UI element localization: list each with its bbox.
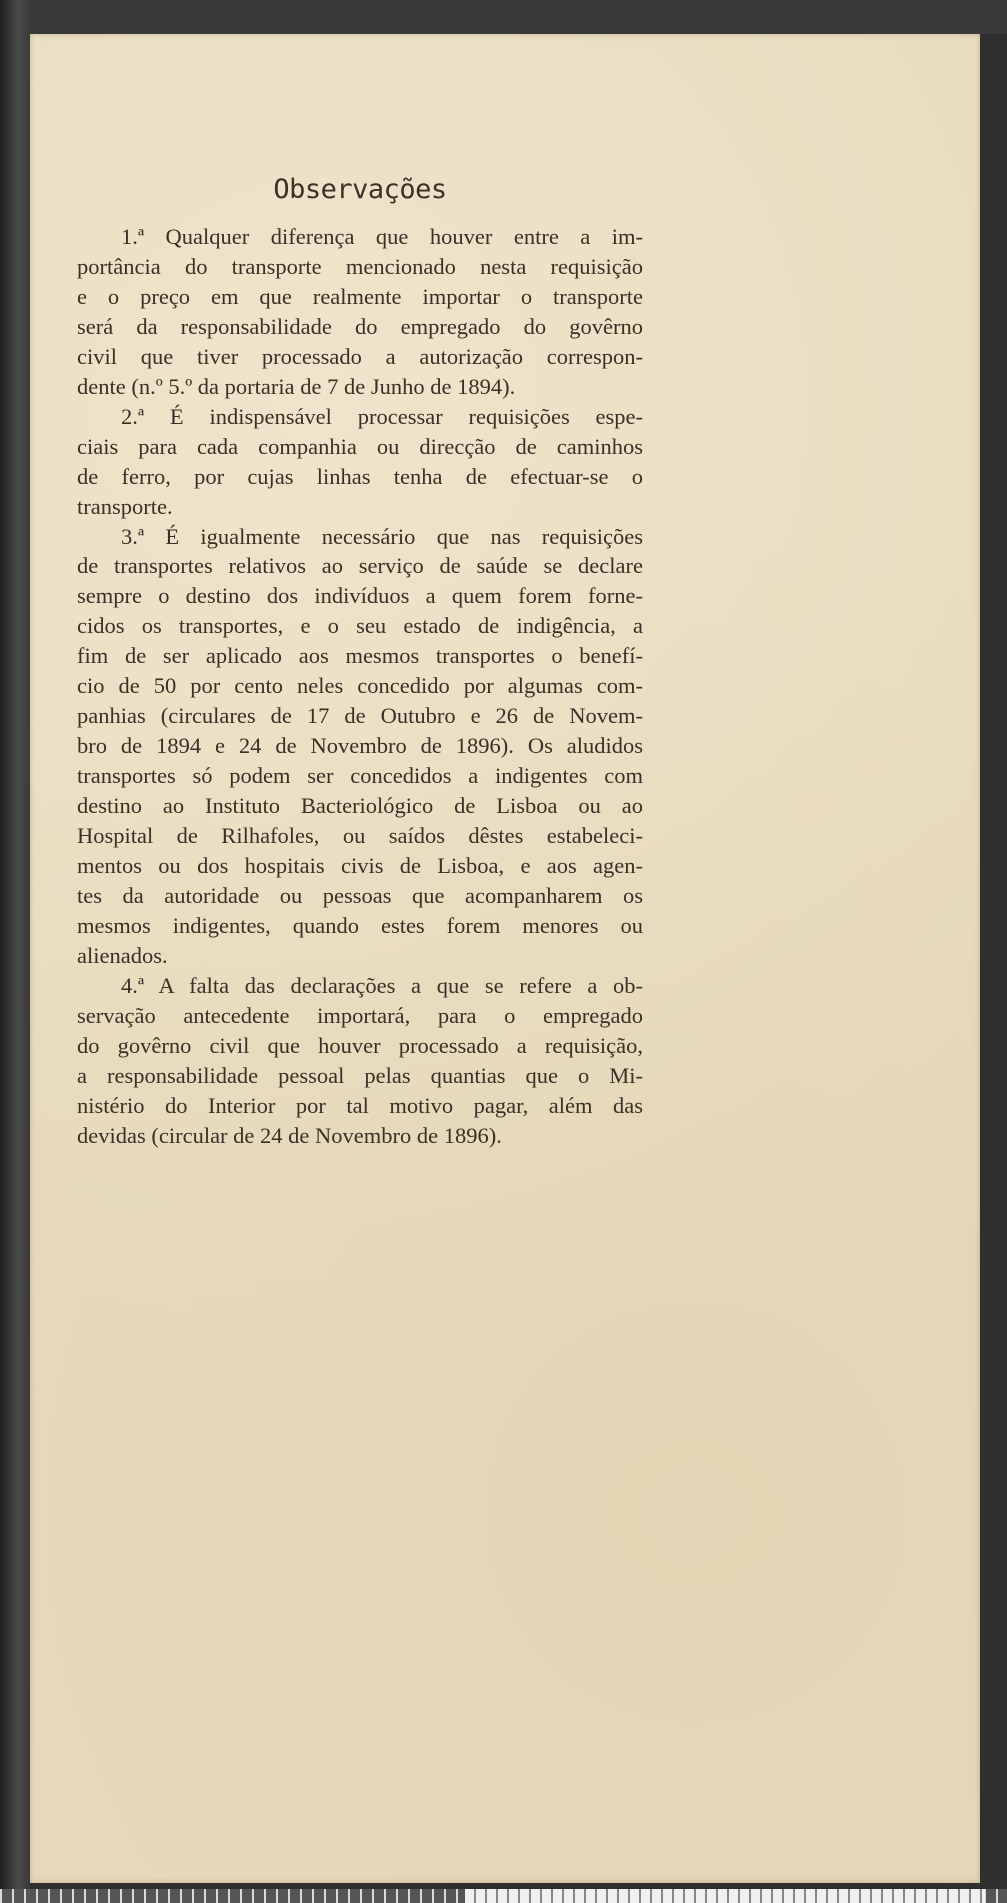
- text-line: 1.ª Qualquer diferença que houver entre a im-: [121, 224, 643, 249]
- text-line: 3.ª É igualmente necessário que nas requisições: [121, 523, 643, 549]
- text-line: portância do transporte mencionado nesta requisição: [77, 253, 643, 279]
- text-line: cio de 50 por cento neles concedido por algumas com-: [77, 673, 643, 699]
- page-title: Observações: [273, 174, 447, 205]
- text-line: devidas (circular de 24 de Novembro de 1896).: [77, 1122, 502, 1148]
- observation-paragraph: [77, 971, 643, 1151]
- scale-ruler-light: [465, 1889, 985, 1903]
- text-line: ciais para cada companhia ou direcção de caminhos: [77, 433, 643, 459]
- text-line: de transportes relativos ao serviço de saúde se declare: [77, 553, 643, 579]
- text-line: servação antecedente importará, para o empregado: [77, 1002, 643, 1028]
- text-line: alienados.: [77, 942, 168, 968]
- text-line: transporte.: [77, 493, 173, 519]
- text-line: 4.ª A falta das declarações a que se refere a ob-: [121, 972, 643, 998]
- observation-paragraph: [77, 522, 643, 971]
- scan-background-top: [0, 0, 1007, 34]
- text-line: fim de ser aplicado aos mesmos transportes o benefí-: [77, 643, 643, 669]
- text-line: mesmos indigentes, quando estes forem menores ou: [77, 912, 643, 938]
- text-line: sempre o destino dos indivíduos a quem forem forne-: [77, 583, 643, 609]
- text-line: a responsabilidade pessoal pelas quantias que o Mi-: [77, 1062, 643, 1088]
- text-line: Hospital de Rilhafoles, ou saídos dêstes estabeleci-: [77, 823, 643, 849]
- text-line: será da responsabilidade do empregado do govêrno: [77, 313, 643, 339]
- text-line: tes da autoridade ou pessoas que acompanharem os: [77, 882, 643, 908]
- text-line: do govêrno civil que houver processado a requisição,: [77, 1032, 643, 1058]
- observations-body: [77, 222, 643, 1151]
- observation-paragraph: [77, 402, 643, 522]
- text-line: 2.ª É indispensável processar requisições espe-: [121, 403, 643, 429]
- text-line: bro de 1894 e 24 de Novembro de 1896). Os aludidos: [77, 733, 643, 759]
- text-line: transportes só podem ser concedidos a indigentes com: [77, 763, 643, 789]
- text-line: e o preço em que realmente importar o transporte: [77, 283, 643, 309]
- text-line: dente (n.º 5.º da portaria de 7 de Junho de 1894).: [77, 373, 516, 399]
- text-line: civil que tiver processado a autorização correspon-: [77, 343, 643, 369]
- scan-background-left: [0, 0, 30, 1903]
- text-line: destino ao Instituto Bacteriológico de Lisboa ou ao: [77, 793, 643, 819]
- text-line: de ferro, por cujas linhas tenha de efectuar-se o: [77, 463, 643, 489]
- text-line: nistério do Interior por tal motivo pagar, além das: [77, 1092, 643, 1118]
- text-line: mentos ou dos hospitais civis de Lisboa, e aos agen-: [77, 853, 643, 879]
- scale-ruler: [0, 1889, 1007, 1903]
- observation-paragraph: [77, 222, 643, 402]
- text-line: panhias (circulares de 17 de Outubro e 26 de Novem-: [77, 703, 643, 729]
- text-line: cidos os transportes, e o seu estado de indigência, a: [77, 613, 643, 639]
